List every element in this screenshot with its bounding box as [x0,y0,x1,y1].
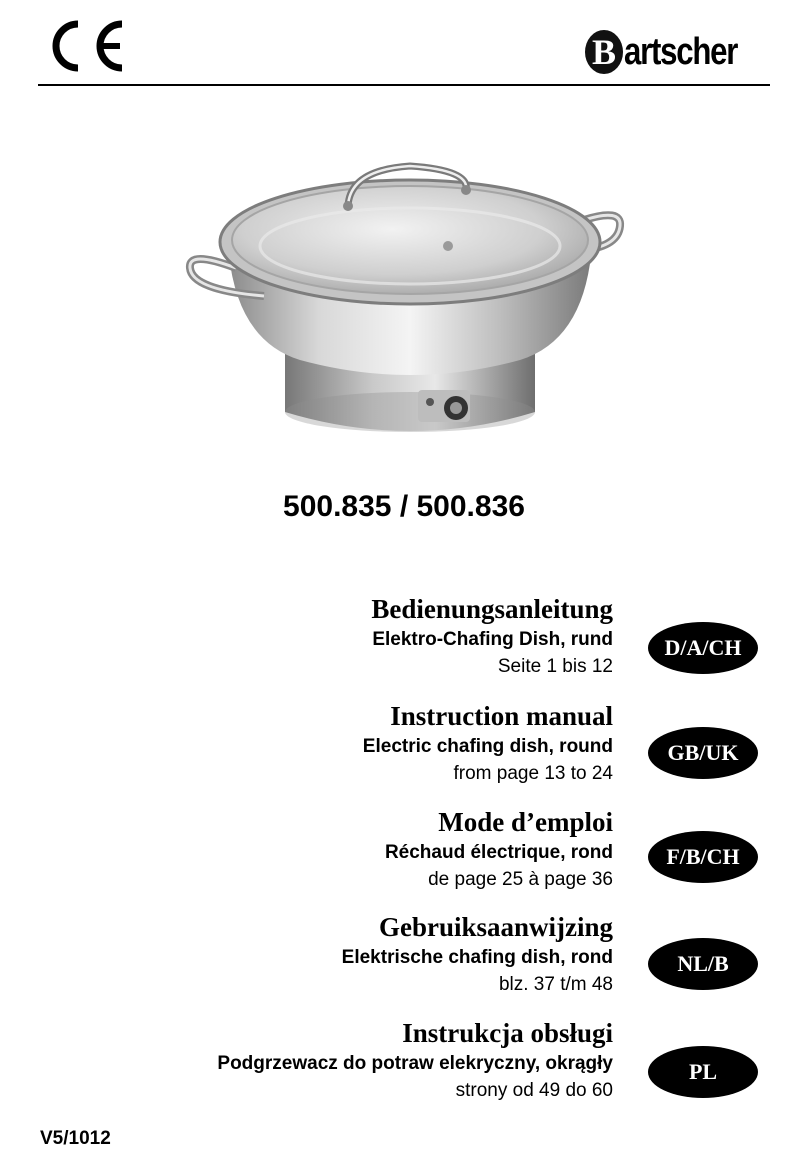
section-subtitle: Réchaud électrique, rond [384,842,613,863]
section-title: Instrukcja obsługi [402,1018,613,1048]
bartscher-logo [585,22,762,82]
language-section-fr [13,805,613,893]
section-title: Gebruiksaanwijzing [378,912,613,942]
language-section-gb [13,699,613,787]
language-badge-fr: F/B/CH [648,831,758,883]
language-badge-gb: GB/UK [648,727,758,779]
language-badge-de: D/A/CH [648,622,758,674]
language-section-pl [13,1016,613,1104]
section-pages: from page 13 to 24 [453,763,613,784]
chafing-dish-photo [180,150,640,460]
section-pages: blz. 37 t/m 48 [498,974,613,995]
section-subtitle: Podgrzewacz do potraw elekryczny, okrągły [217,1053,613,1074]
language-section-nl [13,910,613,998]
section-pages: Seite 1 bis 12 [497,656,613,677]
model-numbers: 500.835 / 500.836 [283,490,525,523]
section-subtitle: Elektrische chafing dish, rond [341,947,613,968]
section-title: Mode d’emploi [438,807,613,837]
language-badge-pl: PL [648,1046,758,1098]
document-version: V5/1012 [40,1128,111,1149]
brand-name: artscher [624,30,738,73]
section-subtitle: Elektro-Chafing Dish, rund [372,629,613,650]
section-title: Bedienungsanleitung [371,594,613,624]
section-subtitle: Electric chafing dish, round [362,736,613,757]
section-pages: strony od 49 do 60 [455,1080,613,1101]
header-rule [38,84,770,86]
language-badge-nl: NL/B [648,938,758,990]
section-pages: de page 25 à page 36 [428,869,613,890]
brand-initial: B [585,30,623,74]
section-title: Instruction manual [390,701,613,731]
language-section-de [13,592,613,680]
ce-mark-logo [40,16,130,76]
